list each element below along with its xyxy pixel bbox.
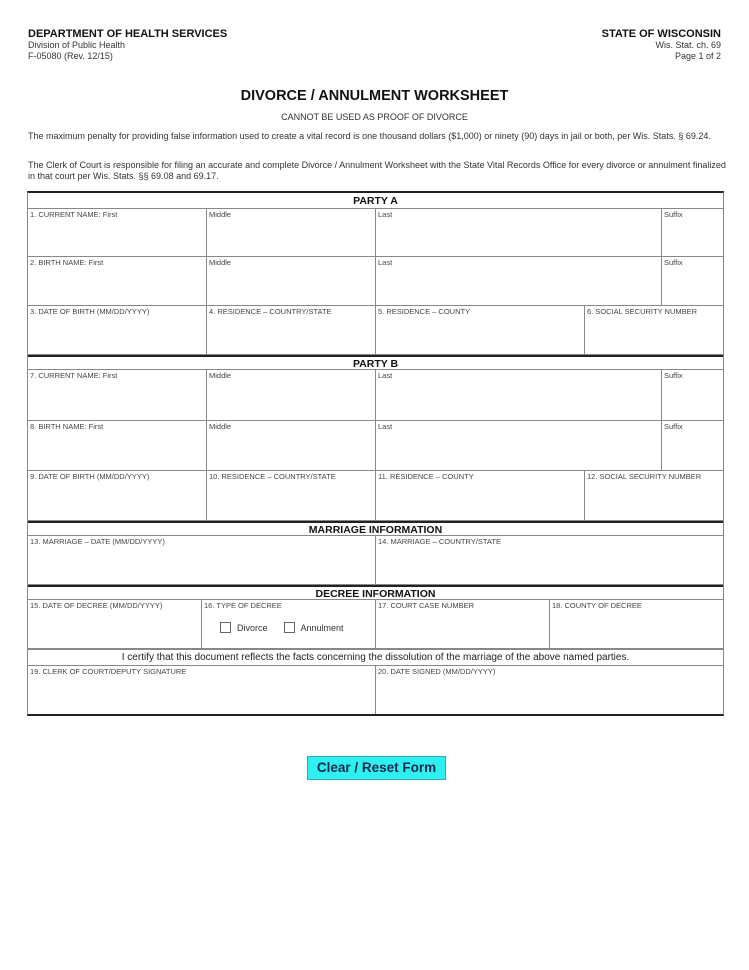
- field-label: 10. RESIDENCE – COUNTRY/STATE: [209, 472, 336, 481]
- field-label: 4. RESIDENCE – COUNTRY/STATE: [209, 307, 332, 316]
- field-label: 19. CLERK OF COURT/DEPUTY SIGNATURE: [30, 667, 187, 676]
- decree-type-options: [220, 622, 354, 633]
- party-b-birth-last-field[interactable]: [376, 421, 662, 470]
- party-a-birth-middle-field[interactable]: [207, 257, 376, 305]
- marriage-heading: MARRIAGE INFORMATION: [28, 521, 723, 536]
- field-label: Last: [378, 371, 393, 380]
- marriage-date-input[interactable]: [30, 559, 373, 581]
- annulment-label: Annulment: [300, 622, 344, 633]
- field-label: Middle: [209, 422, 232, 431]
- divorce-label: Divorce: [237, 622, 268, 633]
- party-b-details-row: [28, 471, 723, 521]
- field-label: Last: [378, 422, 393, 431]
- clerk-notice: The Clerk of Court is responsible for filing an accurate and complete Divorce / Annulment Worksheet with the State Vital Records Office for every divorce or annulment finalized in that court per Wis. Stats. §§ 69.08 and 69.17.: [28, 160, 726, 181]
- header-right: [602, 28, 721, 61]
- county-of-decree-field[interactable]: [550, 600, 723, 648]
- state-name: STATE OF WISCONSIN: [601, 28, 721, 40]
- field-label: 2. BIRTH NAME: First: [30, 258, 104, 267]
- page-subtitle: CANNOT BE USED AS PROOF OF DIVORCE: [281, 112, 468, 122]
- field-label: 1. CURRENT NAME: First: [30, 210, 118, 219]
- party-b-residence-country-state-input[interactable]: [209, 495, 373, 517]
- party-b-current-middle-input[interactable]: [209, 395, 373, 417]
- party-b-birth-middle-field[interactable]: [207, 421, 376, 470]
- party-b-birth-suffix-input[interactable]: [664, 445, 721, 467]
- party-a-birth-last-field[interactable]: [376, 257, 662, 305]
- field-label: Suffix: [664, 422, 683, 431]
- marriage-country-state-field[interactable]: [376, 536, 723, 584]
- party-a-birth-suffix-field[interactable]: [662, 257, 723, 305]
- party-a-current-first-input[interactable]: [30, 231, 204, 253]
- party-b-current-suffix-field[interactable]: [662, 370, 723, 420]
- party-a-current-suffix-field[interactable]: [662, 209, 723, 256]
- party-b-dob-field[interactable]: [28, 471, 207, 520]
- field-label: Suffix: [664, 210, 683, 219]
- party-b-birth-first-input[interactable]: [30, 445, 204, 467]
- party-b-current-first-field[interactable]: [28, 370, 207, 420]
- party-b-current-suffix-input[interactable]: [664, 395, 721, 417]
- field-label: 15. DATE OF DECREE (MM/DD/YYYY): [30, 601, 163, 610]
- divorce-checkbox[interactable]: [220, 622, 231, 633]
- decree-date-input[interactable]: [30, 623, 199, 645]
- party-a-current-last-input[interactable]: [378, 231, 659, 253]
- party-a-residence-country-state-field[interactable]: [207, 306, 376, 354]
- field-label: Middle: [209, 210, 232, 219]
- party-a-birth-name-row: [28, 257, 723, 306]
- field-label: 5. RESIDENCE – COUNTY: [378, 307, 471, 316]
- field-label: 18. COUNTY OF DECREE: [552, 601, 642, 610]
- party-a-birth-middle-input[interactable]: [209, 280, 373, 302]
- annulment-option[interactable]: [284, 622, 344, 633]
- party-a-current-first-field[interactable]: [28, 209, 207, 256]
- field-label: Suffix: [664, 371, 683, 380]
- decree-row: [28, 600, 723, 649]
- party-b-birth-last-input[interactable]: [378, 445, 659, 467]
- party-b-residence-country-state-field[interactable]: [207, 471, 376, 520]
- party-a-current-middle-input[interactable]: [209, 231, 373, 253]
- party-a-ssn-field[interactable]: [585, 306, 723, 354]
- party-a-residence-county-input[interactable]: [378, 329, 582, 351]
- header-left: [28, 28, 227, 61]
- page-title: DIVORCE / ANNULMENT WORKSHEET: [240, 88, 509, 104]
- party-a-heading: PARTY A: [28, 193, 723, 209]
- field-label: 14. MARRIAGE – COUNTRY/STATE: [378, 537, 501, 546]
- court-case-number-field[interactable]: [376, 600, 550, 648]
- department-name: DEPARTMENT OF HEALTH SERVICES: [28, 28, 228, 40]
- field-label: 3. DATE OF BIRTH (MM/DD/YYYY): [30, 307, 150, 316]
- party-b-residence-county-field[interactable]: [376, 471, 585, 520]
- clerk-signature-input[interactable]: [30, 689, 373, 711]
- court-case-number-input[interactable]: [378, 623, 547, 645]
- field-label: Suffix: [664, 258, 683, 267]
- party-a-ssn-input[interactable]: [587, 329, 721, 351]
- party-b-current-middle-field[interactable]: [207, 370, 376, 420]
- form-id: F-05080 (Rev. 12/15): [28, 50, 113, 61]
- party-b-heading: PARTY B: [28, 355, 723, 370]
- date-signed-field[interactable]: [376, 666, 723, 714]
- marriage-date-field[interactable]: [28, 536, 376, 584]
- marriage-row: [28, 536, 723, 585]
- field-label: 16. TYPE OF DECREE: [204, 601, 282, 610]
- field-label: 20. DATE SIGNED (MM/DD/YYYY): [378, 667, 496, 676]
- party-a-dob-input[interactable]: [30, 329, 204, 351]
- field-label: 17. COURT CASE NUMBER: [378, 601, 474, 610]
- penalty-notice: The maximum penalty for providing false information used to create a vital record is one thousand dollars ($1,000) or ninety (90) days in jail or both, per Wis. Stats. § 69.24.: [28, 131, 711, 141]
- party-a-dob-field[interactable]: [28, 306, 207, 354]
- party-a-birth-suffix-input[interactable]: [664, 280, 721, 302]
- marriage-country-state-input[interactable]: [378, 559, 721, 581]
- party-a-residence-county-field[interactable]: [376, 306, 585, 354]
- field-label: Middle: [209, 258, 232, 267]
- field-label: Last: [378, 210, 393, 219]
- worksheet-form: [27, 191, 724, 716]
- party-a-birth-last-input[interactable]: [378, 280, 659, 302]
- party-b-birth-name-row: [28, 421, 723, 471]
- party-b-dob-input[interactable]: [30, 495, 204, 517]
- statute-ref: Wis. Stat. ch. 69: [655, 40, 721, 50]
- party-b-current-name-row: [28, 370, 723, 421]
- field-label: 13. MARRIAGE – DATE (MM/DD/YYYY): [30, 537, 165, 546]
- party-a-details-row: [28, 306, 723, 355]
- party-b-current-last-field[interactable]: [376, 370, 662, 420]
- decree-heading: DECREE INFORMATION: [28, 585, 723, 600]
- party-a-residence-country-state-input[interactable]: [209, 329, 373, 351]
- decree-date-field[interactable]: [28, 600, 202, 648]
- signature-row: [28, 666, 723, 714]
- party-a-current-last-field[interactable]: [376, 209, 662, 256]
- field-label: 7. CURRENT NAME: First: [30, 371, 118, 380]
- party-b-ssn-field[interactable]: [585, 471, 723, 520]
- party-a-current-middle-field[interactable]: [207, 209, 376, 256]
- annulment-checkbox[interactable]: [284, 622, 295, 633]
- party-a-birth-first-input[interactable]: [30, 280, 204, 302]
- party-b-birth-middle-input[interactable]: [209, 445, 373, 467]
- clerk-signature-field[interactable]: [28, 666, 376, 714]
- party-a-birth-first-field[interactable]: [28, 257, 207, 305]
- party-b-residence-county-input[interactable]: [378, 495, 582, 517]
- field-label: 9. DATE OF BIRTH (MM/DD/YYYY): [30, 472, 150, 481]
- party-b-current-first-input[interactable]: [30, 395, 204, 417]
- page-number: Page 1 of 2: [674, 50, 721, 61]
- division-name: Division of Public Health: [28, 40, 126, 50]
- divorce-option[interactable]: [220, 622, 268, 633]
- party-b-ssn-input[interactable]: [587, 495, 721, 517]
- party-b-birth-suffix-field[interactable]: [662, 421, 723, 470]
- field-label: 11. RESIDENCE – COUNTY: [378, 472, 474, 481]
- clear-reset-form-button[interactable]: Clear / Reset Form: [307, 756, 446, 780]
- certification-statement: I certify that this document reflects the facts concerning the dissolution of the marriage of the above named parties.: [28, 649, 723, 666]
- party-b-birth-first-field[interactable]: [28, 421, 207, 470]
- decree-type-field: [202, 600, 376, 648]
- field-label: Last: [378, 258, 393, 267]
- field-label: 6. SOCIAL SECURITY NUMBER: [587, 307, 698, 316]
- party-a-current-name-row: [28, 209, 723, 257]
- party-a-current-suffix-input[interactable]: [664, 231, 721, 253]
- county-of-decree-input[interactable]: [552, 623, 721, 645]
- party-b-current-last-input[interactable]: [378, 395, 659, 417]
- field-label: 8. BIRTH NAME: First: [30, 422, 104, 431]
- field-label: 12. SOCIAL SECURITY NUMBER: [587, 472, 702, 481]
- date-signed-input[interactable]: [378, 689, 721, 711]
- field-label: Middle: [209, 371, 232, 380]
